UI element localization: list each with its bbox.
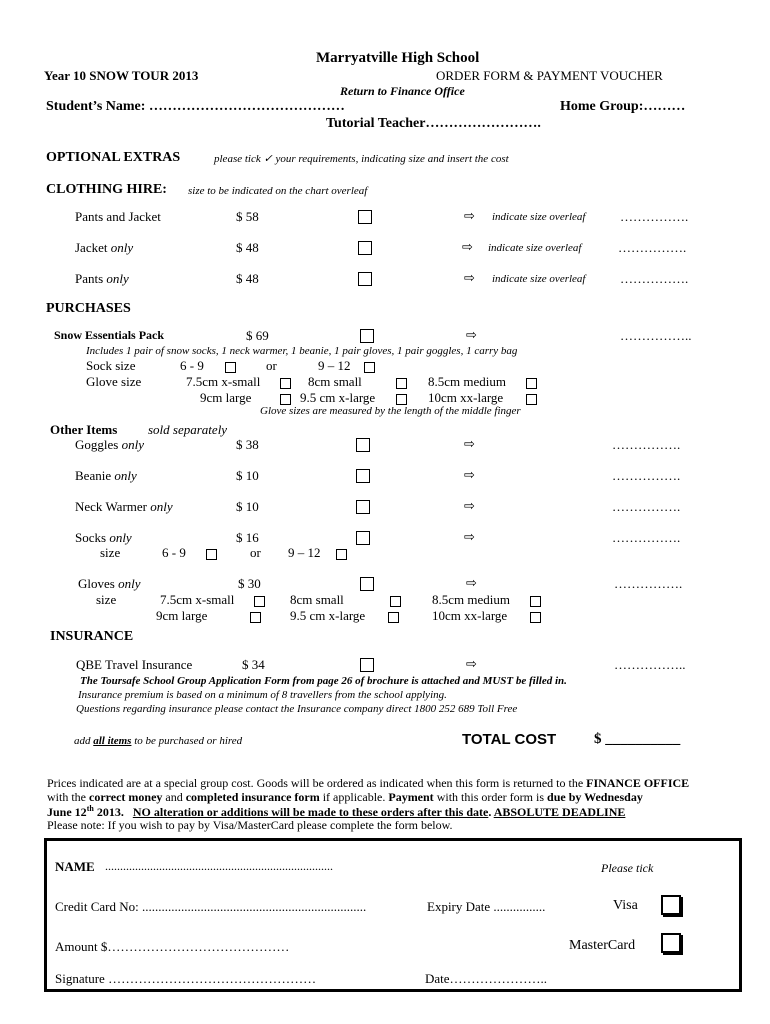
pants-hint: indicate size overleaf <box>492 273 586 285</box>
notes-line-4: Please note: If you wish to pay by Visa/MasterCard please complete the form below. <box>47 818 453 832</box>
insurance-cost[interactable]: …………….. <box>614 657 686 672</box>
gloves-price: $ 30 <box>238 576 261 591</box>
mastercard-label: MasterCard <box>569 938 636 953</box>
glove-9-5: 9.5 cm x-large <box>300 390 376 405</box>
glove-10: 10cm xx-large <box>428 390 504 405</box>
arrow-icon: ⇨ <box>464 437 475 452</box>
insurance-heading: INSURANCE <box>50 629 134 644</box>
visa-checkbox[interactable] <box>661 895 681 915</box>
sold-separately: sold separately <box>148 422 228 437</box>
gloves-10: 10cm xx-large <box>432 608 508 623</box>
return-note: Return to Finance Office <box>340 84 465 98</box>
pants-jacket-hint: indicate size overleaf <box>492 211 586 223</box>
tick-instruction: please tick ✓ your requirements, indicating size and insert the cost <box>214 153 509 165</box>
purchases-heading: PURCHASES <box>46 301 131 316</box>
socks-checkbox[interactable] <box>356 531 370 545</box>
goggles-cost[interactable]: ……………. <box>612 437 681 452</box>
beanie-checkbox[interactable] <box>356 469 370 483</box>
other-items-heading: Other Items <box>50 422 118 437</box>
clothing-hire-note: size to be indicated on the chart overleaf <box>188 185 368 197</box>
insurance-note-1: The Toursafe School Group Application Form from page 26 of brochure is attached and MUST be filled in. <box>80 675 567 687</box>
beanie-price: $ 10 <box>236 468 259 483</box>
card-payment-box <box>44 838 742 992</box>
goggles-price: $ 38 <box>236 437 259 452</box>
neck-warmer-price: $ 10 <box>236 499 259 514</box>
socks-price: $ 16 <box>236 530 259 545</box>
neck-warmer-cost[interactable]: ……………. <box>612 499 681 514</box>
glove-9-5-checkbox[interactable] <box>396 394 407 405</box>
jacket-cost[interactable]: ……………. <box>618 240 687 255</box>
pants-jacket-label: Pants and Jacket <box>75 209 161 224</box>
gloves-9: 9cm large <box>156 608 208 623</box>
notes-line-3: June 12th 2013. NO alteration or additions will be made to these orders after this date. ABSOLUTE DEADLINE <box>47 804 626 819</box>
socks-6-9: 6 - 9 <box>162 545 186 560</box>
student-name-field[interactable]: Student’s Name: …………………………………… <box>46 99 345 114</box>
neck-warmer-checkbox[interactable] <box>356 500 370 514</box>
credit-card-field[interactable]: Credit Card No: ..................................................................... <box>55 899 367 914</box>
glove-8-5-checkbox[interactable] <box>526 378 537 389</box>
goggles-checkbox[interactable] <box>356 438 370 452</box>
form-title: ORDER FORM & PAYMENT VOUCHER <box>436 68 663 83</box>
sock-6-9-checkbox[interactable] <box>225 362 236 373</box>
date-field[interactable]: Date………………….. <box>425 971 548 986</box>
insurance-checkbox[interactable] <box>360 658 374 672</box>
notes-line-2: with the correct money and completed insurance form if applicable. Payment with this order form is due by Wednesday <box>47 790 643 804</box>
socks-or: or <box>250 545 261 560</box>
arrow-icon: ⇨ <box>466 576 477 591</box>
glove-size-label: Glove size <box>86 374 142 389</box>
beanie-cost[interactable]: ……………. <box>612 468 681 483</box>
sock-or: or <box>266 358 277 373</box>
pants-jacket-cost[interactable]: ……………. <box>620 209 689 224</box>
goggles-label: Goggles only <box>75 437 144 452</box>
gloves-8-5-checkbox[interactable] <box>530 596 541 607</box>
insurance-note-2: Insurance premium is based on a minimum of 8 travellers from the school applying. <box>78 689 447 701</box>
card-name-field[interactable]: ............................................................................ <box>105 859 333 873</box>
glove-7-5-checkbox[interactable] <box>280 378 291 389</box>
gloves-9-checkbox[interactable] <box>250 612 261 623</box>
school-name: Marryatville High School <box>316 50 480 66</box>
snow-pack-label: Snow Essentials Pack <box>54 328 165 342</box>
pants-label <box>75 271 129 287</box>
glove-9: 9cm large <box>200 390 252 405</box>
socks-9-12-checkbox[interactable] <box>336 549 347 560</box>
sock-size-label: Sock size <box>86 358 136 373</box>
pants-price: $ 48 <box>236 271 259 286</box>
jacket-price: $ 48 <box>236 240 259 255</box>
glove-7-5: 7.5cm x-small <box>186 374 261 389</box>
notes-line-1: Prices indicated are at a special group cost. Goods will be ordered as indicated when this form is returned to the FINANCE OFFICE <box>47 776 690 790</box>
visa-label: Visa <box>613 898 638 913</box>
tutorial-teacher-field[interactable]: Tutorial Teacher……………………. <box>326 116 541 131</box>
snow-pack-includes: Includes 1 pair of snow socks, 1 neck warmer, 1 beanie, 1 pair gloves, 1 pair goggles, 1 carry bag <box>86 345 518 357</box>
arrow-icon: ⇨ <box>466 328 477 343</box>
glove-9-checkbox[interactable] <box>280 394 291 405</box>
insurance-note-3: Questions regarding insurance please contact the Insurance company direct 1800 252 689 Toll Free <box>76 703 518 715</box>
gloves-7-5: 7.5cm x-small <box>160 592 235 607</box>
socks-6-9-checkbox[interactable] <box>206 549 217 560</box>
total-cost-label: TOTAL COST <box>462 731 557 748</box>
pants-jacket-checkbox[interactable] <box>358 210 372 224</box>
mastercard-checkbox[interactable] <box>661 933 681 953</box>
sock-size-9-12: 9 – 12 <box>318 358 351 373</box>
arrow-icon: ⇨ <box>464 530 475 545</box>
socks-9-12: 9 – 12 <box>288 545 321 560</box>
neck-warmer-label: Neck Warmer only <box>75 499 173 514</box>
jacket-label-text: Jacket only <box>75 240 134 255</box>
beanie-label: Beanie only <box>75 468 137 483</box>
gloves-9-5-checkbox[interactable] <box>388 612 399 623</box>
snow-pack-checkbox[interactable] <box>360 329 374 343</box>
home-group-field[interactable]: Home Group:……… <box>560 99 686 114</box>
sock-size-6-9: 6 - 9 <box>180 358 204 373</box>
amount-field[interactable]: Amount $…………………………………… <box>55 939 290 954</box>
pants-label-text: Pants only <box>75 271 129 286</box>
insurance-price: $ 34 <box>242 657 265 672</box>
glove-note: Glove sizes are measured by the length of the middle finger <box>260 405 521 417</box>
insurance-label: QBE Travel Insurance <box>76 657 193 672</box>
socks-size-label: size <box>100 545 121 560</box>
pants-jacket-price: $ 58 <box>236 209 259 224</box>
optional-extras-heading: OPTIONAL EXTRAS <box>46 150 181 165</box>
please-tick-label: Please tick <box>601 861 654 875</box>
pants-cost[interactable]: ……………. <box>620 271 689 286</box>
gloves-10-checkbox[interactable] <box>530 612 541 623</box>
arrow-icon: ⇨ <box>462 240 473 255</box>
add-all-items-note: add all items to be purchased or hired <box>74 735 243 747</box>
clothing-hire-heading: CLOTHING HIRE: <box>46 182 167 197</box>
arrow-icon: ⇨ <box>464 468 475 483</box>
gloves-8-checkbox[interactable] <box>390 596 401 607</box>
card-name-label: NAME <box>55 859 95 874</box>
expiry-date-field[interactable]: Expiry Date ................ <box>427 899 546 914</box>
glove-8-checkbox[interactable] <box>396 378 407 389</box>
gloves-7-5-checkbox[interactable] <box>254 596 265 607</box>
socks-label: Socks only <box>75 530 132 545</box>
arrow-icon: ⇨ <box>464 271 475 286</box>
gloves-checkbox[interactable] <box>360 577 374 591</box>
sock-9-12-checkbox[interactable] <box>364 362 375 373</box>
snow-pack-price: $ 69 <box>246 328 269 343</box>
arrow-icon: ⇨ <box>464 209 475 224</box>
glove-10-checkbox[interactable] <box>526 394 537 405</box>
gloves-cost[interactable]: ……………. <box>614 576 683 591</box>
total-cost-field[interactable]: $ __________ <box>594 731 681 747</box>
gloves-9-5: 9.5 cm x-large <box>290 608 366 623</box>
tour-title: Year 10 SNOW TOUR 2013 <box>44 68 199 83</box>
arrow-icon: ⇨ <box>464 499 475 514</box>
jacket-label <box>75 240 133 256</box>
pants-checkbox[interactable] <box>358 272 372 286</box>
glove-8-5: 8.5cm medium <box>428 374 506 389</box>
gloves-8: 8cm small <box>290 592 344 607</box>
arrow-icon: ⇨ <box>466 657 477 672</box>
glove-8: 8cm small <box>308 374 362 389</box>
gloves-size-label: size <box>96 592 117 607</box>
snow-pack-cost[interactable]: …………….. <box>620 328 692 343</box>
jacket-checkbox[interactable] <box>358 241 372 255</box>
jacket-hint: indicate size overleaf <box>488 242 582 254</box>
socks-cost[interactable]: ……………. <box>612 530 681 545</box>
gloves-label: Gloves only <box>78 576 141 591</box>
gloves-8-5: 8.5cm medium <box>432 592 510 607</box>
signature-field[interactable]: Signature ………………………………………… <box>55 971 317 986</box>
